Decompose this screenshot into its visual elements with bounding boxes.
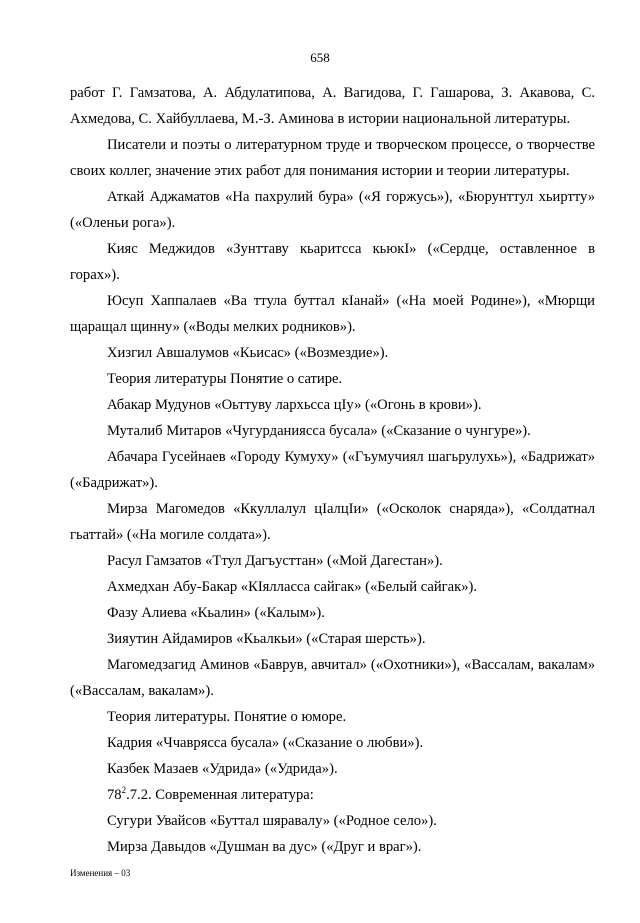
paragraph: Абакар Мудунов «Оьттуву лархьсса цIу» («Огонь в крови»). [107,397,482,413]
paragraph: Зияутин Айдамиров «Кьалкьи» («Старая шерсть»). [107,631,426,647]
paragraph: Казбек Мазаев «Удрида» («Удрида»). [107,761,338,777]
section-number: 78 [107,787,122,803]
paragraph: Мирза Давыдов «Душман ва дус» («Друг и враг»). [107,839,422,855]
paragraph: Кадрия «Ччаврясса бусала» («Сказание о любви»). [107,735,424,751]
paragraph: Ахмедхан Абу-Бакар «КIялласса сайгак» («Белый сайгак»). [107,579,478,595]
paragraph: Юсуп Хаппалаев «Ва ттула буттал кIанай» («На моей Родине»), «Мюрщи щаращал щинну» («Воды мелких родников»). [70,293,595,335]
paragraph: Фазу Алиева «Кьалин» («Калым»). [107,605,325,621]
paragraph: Хизгил Авшалумов «Кьисас» («Возмездие»). [107,345,389,361]
paragraph: Магомедзагид Аминов «Баврув, авчитал» («Охотники»), «Вассалам, вакалам» («Вассалам, вакалам»). [70,657,595,699]
paragraph: Теория литературы. Понятие о юморе. [107,709,347,725]
section-number-superscript: 2 [121,785,127,796]
footer-revision: Изменения – 03 [70,868,131,878]
paragraph: работ Г. Гамзатова, А. Абдулатипова, А. Вагидова, Г. Гашарова, З. Акавова, С. Ахмедова, С. Хайбуллаева, М.-З. Аминова в истории национальной литературы. [70,85,595,127]
paragraph: Писатели и поэты о литературном труде и творческом процессе, о творчестве своих коллег, значение этих работ для понимания истории и теории литературы. [70,137,595,179]
paragraph: Мирза Магомедов «Ккуллалул цIалцIи» («Осколок снаряда»), «Солдатнал гьаттай» («На могиле солдата»). [70,501,595,543]
paragraph: Расул Гамзатов «Ттул Дагъусттан» («Мой Дагестан»). [107,553,443,569]
document-body [70,80,595,860]
page-number: 658 [310,50,330,65]
section-heading [70,782,595,808]
section-title: .7.2. Современная литература: [126,787,314,803]
paragraph: Сугури Увайсов «Буттал шяравалу» («Родное село»). [107,813,437,829]
paragraph: Кияс Меджидов «Зунттаву кьаритсса кьюкI» («Сердце, оставленное в горах»). [70,241,595,283]
paragraph: Муталиб Митаров «Чугурданиясса бусала» («Сказание о чунгуре»). [107,423,531,439]
paragraph: Теория литературы Понятие о сатире. [107,371,343,387]
paragraph: Абачара Гусейнаев «Городу Кумуху» («Гъумучиял шагьрулухь»), «Бадрижат» («Бадрижат»). [70,449,595,491]
paragraph: Аткай Аджаматов «На пахрулий бура» («Я горжусь»), «Бюрунттул хьиртту» («Оленьи рога»). [70,189,595,231]
